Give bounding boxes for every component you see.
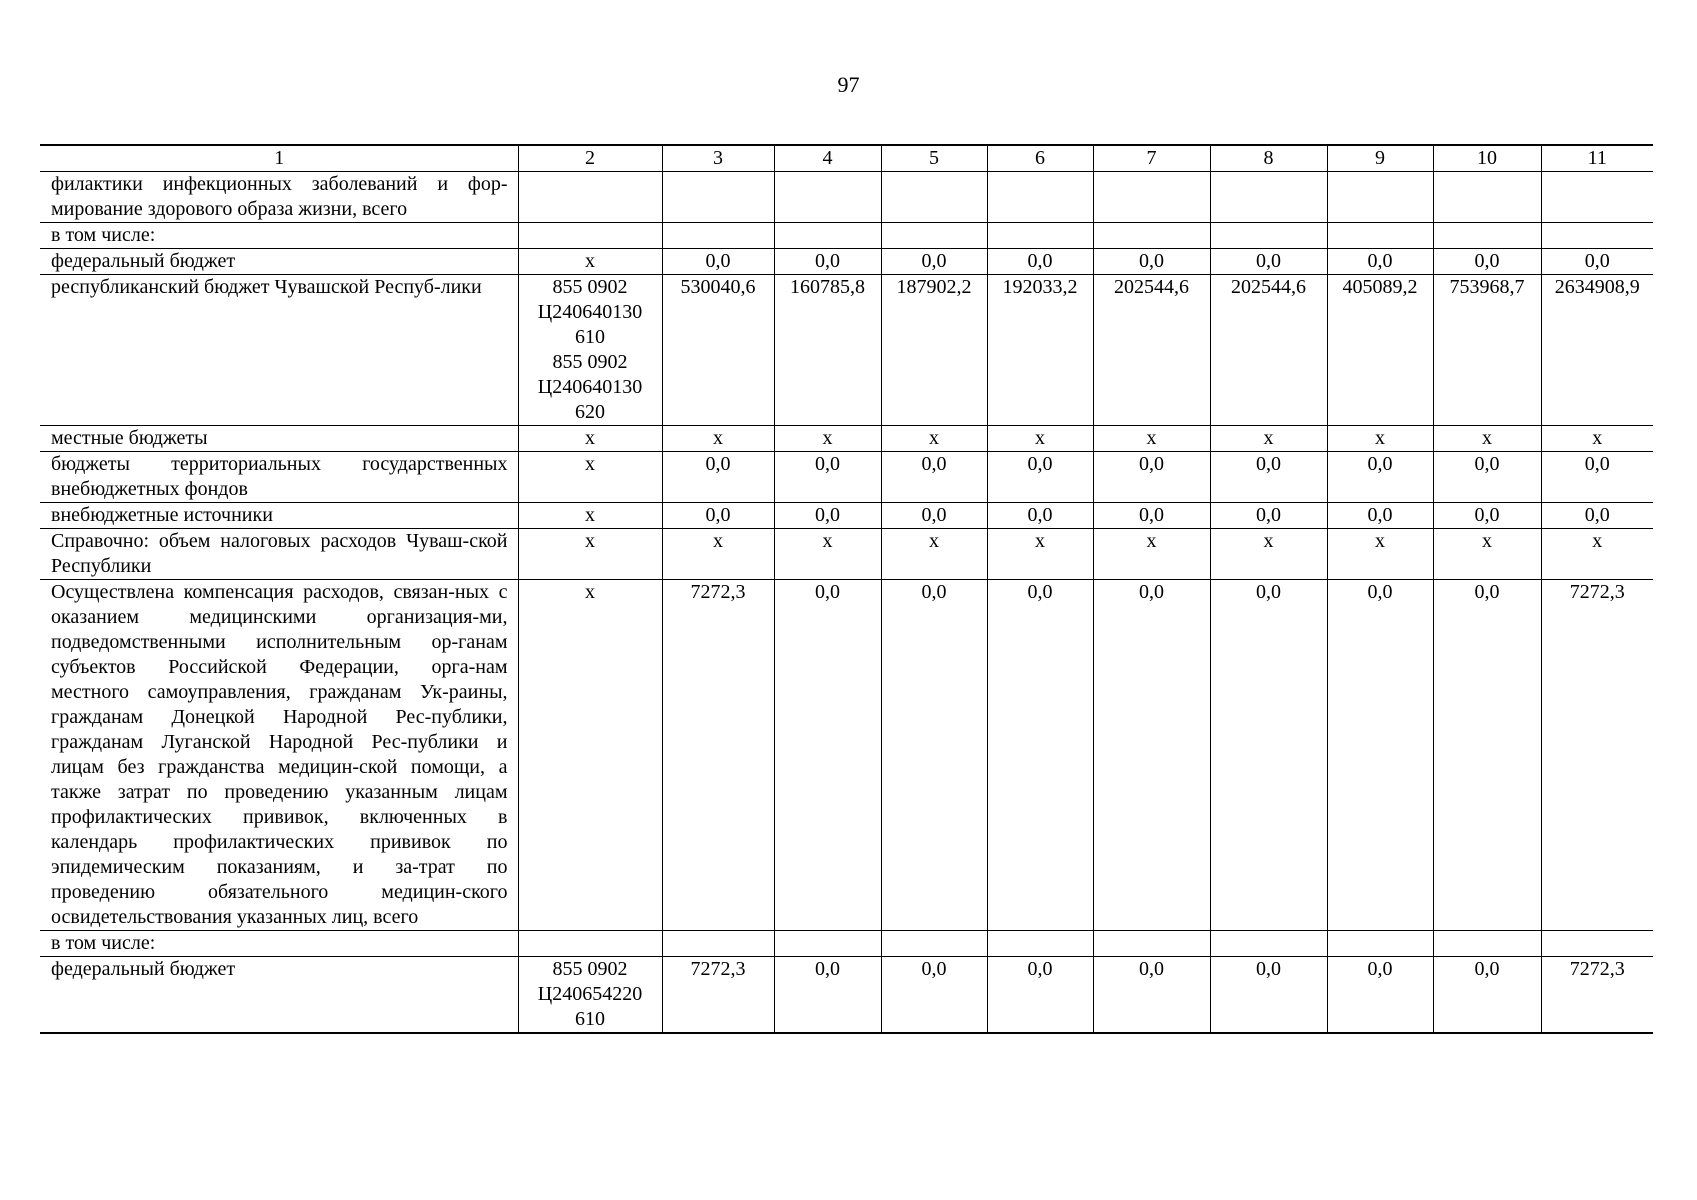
value-cell: [1541, 931, 1653, 957]
value-cell: 202544,6: [1093, 275, 1210, 426]
budget-code-line: 610: [575, 1008, 605, 1030]
value-cell: [1093, 931, 1210, 957]
budget-code-line: x: [585, 427, 595, 449]
value-cell: x: [662, 529, 774, 580]
budget-code-cell: [518, 529, 662, 580]
budget-code-cell: [518, 452, 662, 503]
header-cell: 11: [1541, 145, 1653, 172]
value-cell: [662, 172, 774, 223]
value-cell: x: [987, 426, 1093, 452]
value-cell: [987, 223, 1093, 249]
value-cell: 0,0: [1433, 452, 1541, 503]
value-cell: 0,0: [987, 503, 1093, 529]
table-row: [40, 249, 1653, 275]
value-cell: 0,0: [1433, 580, 1541, 931]
header-cell: 4: [774, 145, 881, 172]
value-cell: 0,0: [1327, 249, 1433, 275]
value-cell: 0,0: [662, 503, 774, 529]
value-cell: [1210, 172, 1327, 223]
value-cell: 0,0: [881, 452, 987, 503]
row-label: внебюджетные источники: [40, 503, 518, 529]
page-number: 97: [837, 72, 860, 97]
value-cell: [1327, 223, 1433, 249]
value-cell: x: [1093, 426, 1210, 452]
value-cell: [1541, 223, 1653, 249]
value-cell: [987, 172, 1093, 223]
budget-code-line: Ц240654220: [537, 983, 643, 1005]
value-cell: 202544,6: [1210, 275, 1327, 426]
budget-code-line: x: [585, 581, 595, 603]
row-label: федеральный бюджет: [40, 957, 518, 1034]
budget-code-line: Ц240640130: [537, 376, 643, 398]
table-row: [40, 931, 1653, 957]
value-cell: 0,0: [1541, 503, 1653, 529]
value-cell: [662, 223, 774, 249]
value-cell: 0,0: [1433, 503, 1541, 529]
table-row: [40, 426, 1653, 452]
header-cell: 3: [662, 145, 774, 172]
value-cell: 753968,7: [1433, 275, 1541, 426]
value-cell: [987, 931, 1093, 957]
value-cell: x: [1327, 529, 1433, 580]
table-row: [40, 275, 1653, 426]
value-cell: x: [774, 426, 881, 452]
row-label: в том числе:: [40, 223, 518, 249]
value-cell: x: [1210, 529, 1327, 580]
table-row: [40, 580, 1653, 931]
value-cell: 0,0: [662, 249, 774, 275]
value-cell: 0,0: [662, 452, 774, 503]
value-cell: 0,0: [1093, 503, 1210, 529]
budget-code-cell: [518, 426, 662, 452]
budget-code-line: 855 0902: [552, 958, 628, 980]
value-cell: x: [881, 529, 987, 580]
value-cell: 0,0: [1210, 249, 1327, 275]
value-cell: 0,0: [1433, 957, 1541, 1034]
value-cell: 0,0: [1093, 249, 1210, 275]
header-cell: 2: [518, 145, 662, 172]
value-cell: [1327, 931, 1433, 957]
table-row: [40, 172, 1653, 223]
value-cell: 0,0: [881, 957, 987, 1034]
value-cell: [662, 931, 774, 957]
value-cell: [1093, 172, 1210, 223]
value-cell: 0,0: [1327, 580, 1433, 931]
value-cell: x: [662, 426, 774, 452]
value-cell: 7272,3: [1541, 957, 1653, 1034]
value-cell: 0,0: [987, 957, 1093, 1034]
budget-code-line: x: [585, 504, 595, 526]
value-cell: [1541, 172, 1653, 223]
budget-code-cell: [518, 503, 662, 529]
value-cell: 0,0: [1093, 452, 1210, 503]
value-cell: 187902,2: [881, 275, 987, 426]
value-cell: 0,0: [881, 249, 987, 275]
value-cell: x: [987, 529, 1093, 580]
table-header-row: [40, 145, 1653, 172]
value-cell: x: [1541, 529, 1653, 580]
header-cell: 5: [881, 145, 987, 172]
table-row: [40, 223, 1653, 249]
row-label: филактики инфекционных заболеваний и фор-мирование здорового образа жизни, всего: [40, 172, 518, 223]
value-cell: 0,0: [1210, 957, 1327, 1034]
value-cell: 0,0: [1327, 503, 1433, 529]
budget-code-cell: [518, 249, 662, 275]
row-label: бюджеты территориальных государственных внебюджетных фондов: [40, 452, 518, 503]
value-cell: [881, 931, 987, 957]
table-body: [40, 145, 1653, 1033]
row-label: Осуществлена компенсация расходов, связан-ных с оказанием медицинскими организация-ми, подведомственными исполнительным ор-ганам субъектов Российской Федерации, орга-нам местного самоуправления, гражданам Ук-раины, гражданам Донецкой Народной Рес-публики, гражданам Луганской Народной Рес-публики и лицам без гражданства медицин-ской помощи, а также затрат по проведению указанным лицам профилактических прививок, включенных в календарь профилактических прививок по эпидемическим показаниям, и за-трат по проведению обязательного медицин-ского освидетельствования указанных лиц, всего: [40, 580, 518, 931]
header-cell: 8: [1210, 145, 1327, 172]
value-cell: x: [881, 426, 987, 452]
value-cell: [881, 223, 987, 249]
value-cell: 0,0: [774, 452, 881, 503]
value-cell: [1210, 931, 1327, 957]
value-cell: 0,0: [774, 249, 881, 275]
value-cell: x: [774, 529, 881, 580]
row-label: республиканский бюджет Чувашской Респуб-лики: [40, 275, 518, 426]
table-row: [40, 452, 1653, 503]
value-cell: 0,0: [1433, 249, 1541, 275]
budget-code-line: x: [585, 250, 595, 272]
value-cell: 0,0: [774, 957, 881, 1034]
budget-code-line: x: [585, 530, 595, 552]
header-cell: 10: [1433, 145, 1541, 172]
value-cell: [774, 172, 881, 223]
value-cell: 160785,8: [774, 275, 881, 426]
value-cell: [1093, 223, 1210, 249]
value-cell: 0,0: [881, 580, 987, 931]
value-cell: x: [1433, 529, 1541, 580]
budget-code-cell: [518, 957, 662, 1034]
row-label: федеральный бюджет: [40, 249, 518, 275]
value-cell: x: [1433, 426, 1541, 452]
value-cell: 0,0: [987, 580, 1093, 931]
header-cell: 7: [1093, 145, 1210, 172]
row-label: Справочно: объем налоговых расходов Чуваш-ской Республики: [40, 529, 518, 580]
value-cell: 7272,3: [662, 957, 774, 1034]
value-cell: 405089,2: [1327, 275, 1433, 426]
value-cell: [1433, 931, 1541, 957]
value-cell: 192033,2: [987, 275, 1093, 426]
value-cell: 2634908,9: [1541, 275, 1653, 426]
budget-code-cell: [518, 580, 662, 931]
budget-code-line: 620: [575, 401, 605, 423]
value-cell: 530040,6: [662, 275, 774, 426]
value-cell: 0,0: [881, 503, 987, 529]
value-cell: 0,0: [1093, 580, 1210, 931]
value-cell: x: [1210, 426, 1327, 452]
value-cell: [881, 172, 987, 223]
table-row: [40, 529, 1653, 580]
value-cell: [1210, 223, 1327, 249]
value-cell: x: [1327, 426, 1433, 452]
value-cell: 0,0: [1093, 957, 1210, 1034]
value-cell: [1433, 172, 1541, 223]
value-cell: 0,0: [1327, 957, 1433, 1034]
value-cell: 0,0: [1541, 249, 1653, 275]
value-cell: [774, 223, 881, 249]
value-cell: 0,0: [1327, 452, 1433, 503]
budget-code-line: 855 0902: [552, 351, 628, 373]
value-cell: 7272,3: [662, 580, 774, 931]
value-cell: [1327, 172, 1433, 223]
budget-code-cell: [518, 223, 662, 249]
value-cell: [774, 931, 881, 957]
budget-code-line: Ц240640130: [537, 301, 643, 323]
header-cell: 1: [40, 145, 518, 172]
value-cell: 7272,3: [1541, 580, 1653, 931]
budget-code-cell: [518, 275, 662, 426]
budget-code-cell: [518, 172, 662, 223]
value-cell: 0,0: [774, 503, 881, 529]
value-cell: [1433, 223, 1541, 249]
budget-code-line: 855 0902: [552, 276, 628, 298]
table-row: [40, 503, 1653, 529]
value-cell: 0,0: [1210, 503, 1327, 529]
value-cell: 0,0: [987, 249, 1093, 275]
value-cell: 0,0: [1541, 452, 1653, 503]
table-row: [40, 957, 1653, 1034]
budget-table: [40, 144, 1653, 1034]
value-cell: 0,0: [774, 580, 881, 931]
budget-code-line: 610: [575, 326, 605, 348]
value-cell: x: [1541, 426, 1653, 452]
header-cell: 6: [987, 145, 1093, 172]
value-cell: 0,0: [1210, 452, 1327, 503]
budget-code-cell: [518, 931, 662, 957]
budget-code-line: x: [585, 453, 595, 475]
row-label: местные бюджеты: [40, 426, 518, 452]
header-cell: 9: [1327, 145, 1433, 172]
value-cell: x: [1093, 529, 1210, 580]
row-label: в том числе:: [40, 931, 518, 957]
value-cell: 0,0: [1210, 580, 1327, 931]
value-cell: 0,0: [987, 452, 1093, 503]
